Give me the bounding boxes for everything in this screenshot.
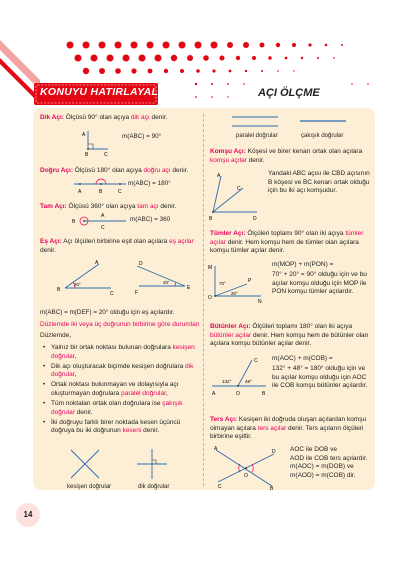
svg-text:P: P [248,278,252,284]
vertical-angles-figure [212,444,280,490]
list-item: • Tüm noktaları ortak olan doğrulara ise çakışık doğrular denir. [43,400,183,416]
list-item: • Ortak noktası bulunmayan ve dolayısıyla açı oluşturmayan doğrulara paralel doğrular, [43,381,179,397]
butunler-aci-definition: Bütünler Açı: Ölçüleri toplamı 180° olan iki açıya bütünler açılar denir. Hem komşu hem de bütünler olan açılara komşu bütünler açılar denir. [210,323,369,348]
svg-text:A: A [78,189,82,195]
perpendicular-lines-figure [135,447,169,481]
straight-angle-figure [72,176,128,196]
svg-text:A: A [101,213,105,219]
svg-text:B: B [270,486,274,492]
butunler-formula-2: 132° + 48° = 180° olduğu için ve bu açılar komşu olduğu için AOC ile COB komşu bütünler açılardır. [272,365,368,390]
svg-text:A: A [212,391,216,397]
svg-text:D: D [272,449,276,455]
tumler-formula-1: m(MOP) + m(PON) = [272,261,334,268]
svg-text:B: B [209,216,213,222]
svg-text:C: C [237,186,241,192]
coincident-lines-figure [298,113,348,131]
tumler-aci-definition: Tümler Açı: Ölçüleri toplamı 90° olan iki açıya tümler açılar denir. Hem komşu hem de tümler olan açılara komşu tümler açılar denir. [210,230,364,255]
svg-text:132°: 132° [222,379,232,384]
svg-text:F: F [135,290,139,296]
svg-text:A: A [95,260,99,266]
label-kesisen: kesişen doğrular [67,484,112,490]
svg-text:N: N [258,299,262,305]
tumler-formula-2: 70° + 20° = 90° olduğu için ve bu açılar komşu olduğu için MOP ile PON komşu tümler açılardır. [272,271,367,296]
ters-line: m(AOC) = m(DOB) ve [290,463,354,471]
svg-text:D: D [139,261,143,267]
dik-aci-definition: Dik Açı: Ölçüsü 90° olan açıya dik açı denir. [40,114,168,121]
svg-text:B: B [99,189,103,195]
label-paralel: paralel doğrular [236,133,278,139]
ters-line: AOD ile COB ters açılardır. [290,454,368,462]
svg-text:B: B [57,287,61,293]
dogru-aci-definition: Doğru Açı: Ölçüsü 180° olan açıya doğru açı denir. [40,167,189,174]
ters-aci-lines [290,446,374,480]
svg-text:O: O [208,295,212,301]
ters-line: m(AOD) = m(COB) dir. [290,471,356,479]
parallel-lines-figure [230,113,280,131]
es-aci-formula: m(ABC) = m(DEF) = 20° olduğu için eş açılardır. [40,309,175,316]
butunler-formula-1: m(AOC) + m(COB) = [272,355,333,362]
svg-text:E: E [187,285,191,291]
komsu-aci-definition: Komşu Açı: Köşesi ve birer kenarı ortak olan açılara komşu açılar denir. [210,148,363,164]
label-cakisik: çakışık doğrular [301,133,344,139]
svg-text:B: B [262,391,266,397]
svg-text:C: C [104,152,108,158]
svg-text:48°: 48° [245,379,252,384]
list-item: • Dik açı oluşturacak biçimde kesişen doğrulara dik doğrular, [43,362,194,379]
intersecting-lines-figure [68,447,102,481]
duzlem-title: Düzlemde iki veya üç doğrunun birbirine göre durumları [40,321,200,328]
column-divider [203,114,204,486]
ters-aci-definition: Ters Açı: Kesişen iki doğruda oluşan açılardan komşu olmayan açılara ters açılar denir. Ters açıların ölçüleri birbirine eşittir. [210,416,367,441]
svg-text:70°: 70° [219,281,226,286]
svg-text:O: O [236,391,240,397]
svg-text:C: C [101,225,105,231]
tam-aci-definition: Tam Açı: Ölçüsü 360° olan açıya tam açı denir. [40,203,177,210]
supplementary-angles-figure [208,354,270,398]
svg-text:C: C [254,358,258,364]
svg-text:C: C [218,484,222,490]
svg-text:A: A [214,446,218,452]
full-angle-figure [70,212,128,232]
dogru-aci-formula: m(ABC) = 180° [128,180,171,187]
ters-line: AOC ile DOB ve [290,446,337,453]
right-angle-figure [78,127,118,159]
svg-text:A: A [82,132,86,138]
adjacent-angles-figure [207,168,265,224]
svg-text:M: M [208,265,213,271]
banner-title: KONUYU HATIRLAYALIM > [40,86,181,98]
list-item: • Yalnız bir ortak noktası bulunan doğrulara kesişen doğrular, [43,344,195,360]
svg-text:C: C [118,189,122,195]
duzlem-subtitle: Düzlemde, [40,332,72,339]
bullet-list [42,344,202,436]
label-dik: dik doğrular [138,484,170,490]
komsu-aci-note: Yandaki ABC açısı ile CBD açısının B köşesi ve BC kenarı ortak olduğu için bu iki açı komşudur. [268,170,370,195]
svg-text:O: O [244,473,248,479]
svg-text:B: B [85,152,89,158]
complementary-angles-figure [207,260,267,306]
svg-text:20°: 20° [163,280,170,285]
equal-angles-figure [55,258,195,300]
dik-aci-formula: m(ABC) = 90° [122,133,162,140]
svg-text:20°: 20° [74,282,81,287]
topic-title: AÇI ÖLÇME [258,87,320,99]
list-item: • İki doğruyu farklı birer noktada kesen üçüncü doğruya bu iki doğrunun keseni denir. [43,418,181,435]
tam-aci-formula: m(ABC) = 360 [130,216,171,223]
es-aci-definition: Eş Açı: Açı ölçüleri birbirine eşit olan açılara eş açılar denir. [40,238,194,254]
svg-text:A: A [217,173,221,179]
svg-text:C: C [110,291,114,297]
svg-text:20°: 20° [231,291,238,296]
svg-text:D: D [253,216,257,222]
page-number: 14 [23,510,33,519]
svg-text:B: B [72,219,76,225]
